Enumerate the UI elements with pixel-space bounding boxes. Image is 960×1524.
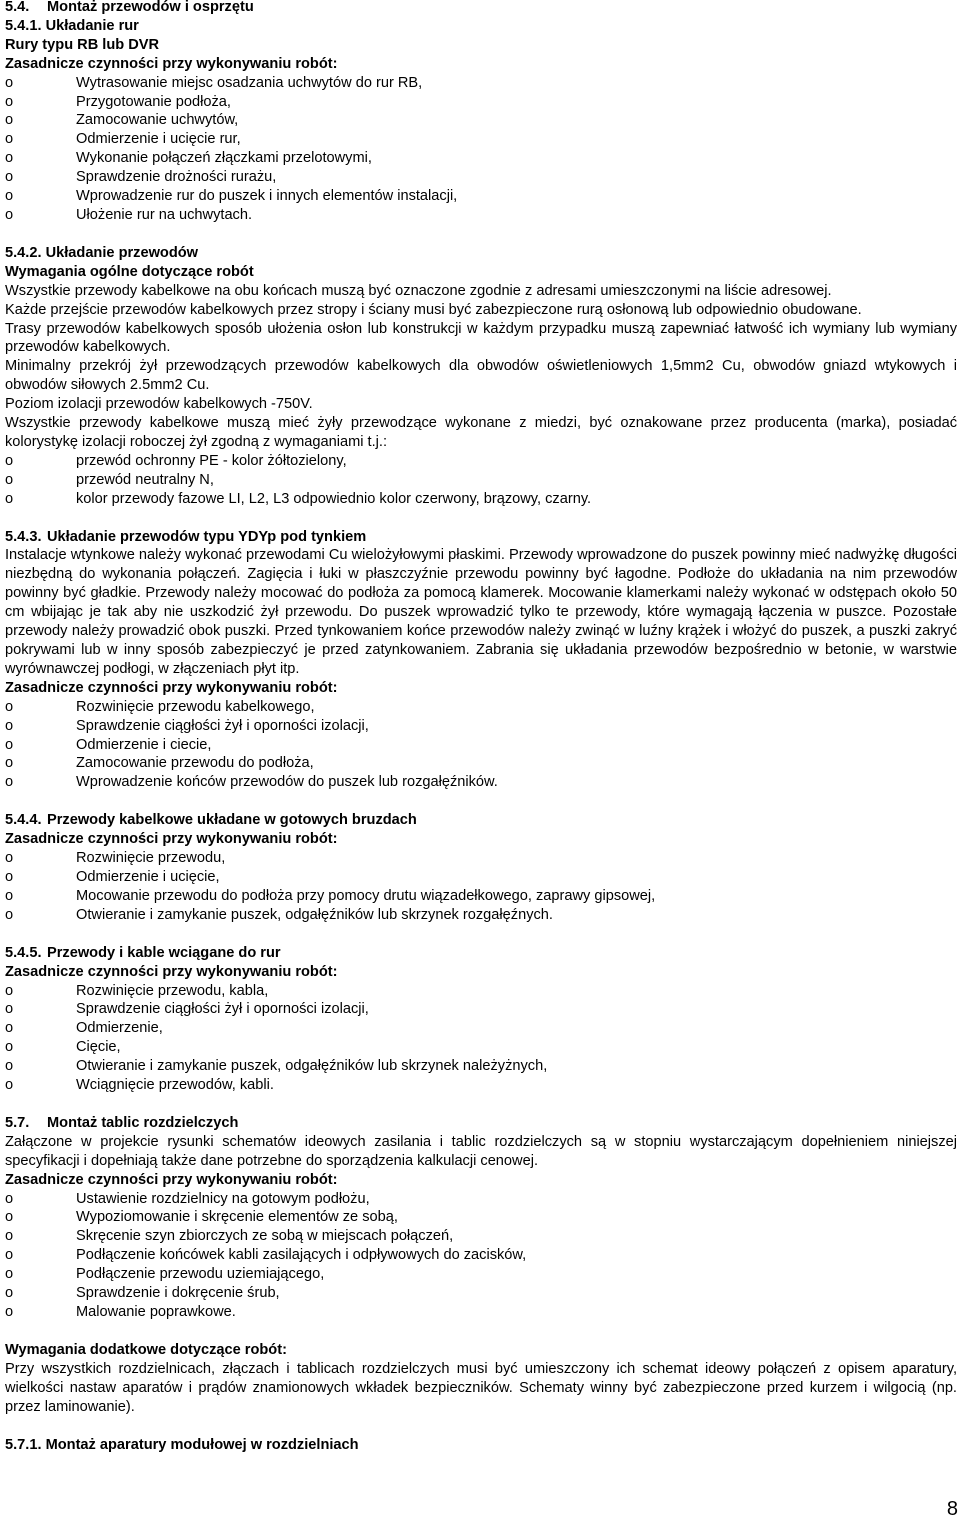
- heading-5-7-1: 5.7.1. Montaż aparatury modułowej w rozdzielniach: [5, 1436, 359, 1453]
- list-item: [5, 849, 957, 868]
- paragraph-542-4: Minimalny przekrój żył przewodzących przewodów kabelkowych dla obwodów oświetleniowych 1,5mm2 Cu, obwodów gniazd wtykowych i obwodów siłowych 2.5mm2 Cu.: [5, 358, 957, 394]
- bullet-marker: o: [5, 150, 14, 167]
- list-item: [5, 1038, 957, 1057]
- paragraph-542-6: Wszystkie przewody kabelkowe muszą mieć żyły przewodzące wykonane z miedzi, być oznakowane przez producenta (marka), posiadać kolorystykę izolacji roboczej żył zgodną z wymaganiami t.j.:: [5, 415, 957, 450]
- heading-5-4-5: 5.4.5. Przewody i kable wciągane do rur: [5, 944, 281, 961]
- bullet-marker: o: [5, 169, 14, 186]
- list-item-text: Sprawdzenie i dokręcenie śrub,: [76, 1285, 280, 1302]
- bullet-marker: o: [5, 1020, 14, 1037]
- list-item-text: Rozwinięcie przewodu, kabla,: [76, 982, 269, 999]
- paragraph-543: Instalacje wtynkowe należy wykonać przewodami Cu wielożyłowymi płaskimi. Przewody wprowadzone do puszek powinny mieć nadwyżkę długości niezbędną do wykonania połączeń. Zagięcia i łuki w płaszczyźnie przewodu powinny być łagodne. Podłoże do układania na nim przewodów powinny być gładkie. Przewody należy mocować do podłoża za pomocą klamerek. Mocowanie klamerkami należy wykonać w odstępach około 50 cm wbijając je tak aby nie uszkodzić żył przewodu. Do puszek wprowadzić tylko te przewody, które wymagają łączenia w puszce. Pozostałe przewody należy prowadzić obok puszki. Przed tynkowaniem końce przewodów należy zwinąć w luźny krążek i włożyć do puszek, a puszki zakryć pokrywami lub w inny sposób zabezpieczyć je przed zatynkowaniem. Zabrania się układania przewodów bezpośrednio w betonie, w warstwie wyrównawczej podłogi, w złączeniach płyt itp.: [5, 547, 957, 677]
- list-item-text: Wykonanie połączeń złączkami przelotowymi,: [76, 150, 372, 167]
- bullet-marker: o: [5, 1247, 14, 1264]
- bullet-marker: o: [5, 1304, 14, 1320]
- subheading-zasadnicze-3: Zasadnicze czynności przy wykonywaniu robót:: [5, 831, 338, 848]
- list-bruzdy: [5, 849, 957, 925]
- list-item: [5, 471, 957, 490]
- list-item-text: Odmierzenie,: [76, 1020, 163, 1037]
- list-item-text: Przygotowanie podłoża,: [76, 93, 231, 110]
- list-item-text: Otwieranie i zamykanie puszek, odgałęźników lub skrzynek rozgałęźnych.: [76, 906, 553, 923]
- paragraph-dodatkowe: Przy wszystkich rozdzielnicach, złączach i tablicach rozdzielczych musi być umieszczony ich schemat ideowy połączeń z opisem aparatury, wielkości nastaw aparatów i prądów znamionowych wkładek bezpieczników. Schematy winny być zabezpieczone przed kurzem i wilgocią (np. przez laminowanie).: [5, 1360, 957, 1415]
- list-item-text: Sprawdzenie ciągłości żył i oporności izolacji,: [76, 717, 369, 734]
- list-item-text: Otwieranie i zamykanie puszek, odgałęźników lub skrzynek należyżnych,: [76, 1058, 548, 1075]
- paragraph-542-5: Poziom izolacji przewodów kabelkowych -750V.: [5, 396, 313, 413]
- list-wciagane: [5, 982, 957, 1095]
- list-item-text: Malowanie poprawkowe.: [76, 1304, 236, 1320]
- list-item-text: Rozwinięcie przewodu,: [76, 850, 226, 867]
- bullet-marker: o: [5, 1039, 14, 1056]
- bullet-marker: o: [5, 1209, 14, 1226]
- list-ydyp: [5, 698, 957, 793]
- list-item: [5, 982, 957, 1001]
- list-tablice: [5, 1190, 957, 1322]
- list-item: [5, 452, 957, 471]
- document-body: [5, 0, 957, 1454]
- bullet-marker: o: [5, 112, 14, 129]
- list-item: [5, 1246, 957, 1265]
- list-kolory-przewodow: [5, 452, 957, 509]
- list-item: [5, 887, 957, 906]
- bullet-marker: o: [5, 887, 14, 904]
- heading-5-4-3: 5.4.3. Układanie przewodów typu YDYp pod tynkiem: [5, 528, 367, 545]
- list-item-text: Zamocowanie przewodu do podłoża,: [76, 755, 314, 772]
- subheading-wymagania-dodatkowe: Wymagania dodatkowe dotyczące robót:: [5, 1341, 287, 1358]
- page-number: 8: [946, 1498, 958, 1520]
- list-item: [5, 868, 957, 887]
- bullet-marker: o: [5, 1285, 14, 1302]
- bullet-marker: o: [5, 1077, 14, 1094]
- bullet-marker: o: [5, 452, 14, 469]
- list-item: [5, 717, 957, 736]
- list-item-text: Sprawdzenie drożności rurażu,: [76, 169, 277, 186]
- paragraph-542-3: Trasy przewodów kabelkowych sposób ułożenia osłon lub konstrukcji w każdym przypadku muszą zapewniać łatwość ich wymiany lub wymiany przewodów kabelkowych.: [5, 320, 957, 356]
- bullet-marker: o: [5, 131, 14, 148]
- bullet-marker: o: [5, 188, 14, 205]
- list-item: [5, 1076, 957, 1095]
- list-item: [5, 1190, 957, 1209]
- list-ukladanie-rur: [5, 74, 957, 225]
- subheading-zasadnicze-5: Zasadnicze czynności przy wykonywaniu robót:: [5, 1171, 338, 1188]
- bullet-marker: o: [5, 471, 14, 488]
- list-item-text: Wypoziomowanie i skręcenie elementów ze sobą,: [76, 1209, 398, 1226]
- list-item-text: Odmierzenie i ciecie,: [76, 736, 212, 753]
- list-item-text: Odmierzenie i ucięcie rur,: [76, 131, 241, 148]
- bullet-marker: o: [5, 1058, 14, 1075]
- list-item-text: przewód ochronny PE - kolor żółtozielony,: [76, 452, 347, 469]
- list-item: [5, 187, 957, 206]
- list-item: [5, 1057, 957, 1076]
- subheading-wymagania-ogolne: Wymagania ogólne dotyczące robót: [5, 263, 254, 280]
- list-item-text: Wciągnięcie przewodów, kabli.: [76, 1077, 274, 1094]
- list-item: [5, 74, 957, 93]
- heading-5-4-1: 5.4.1. Układanie rur: [5, 17, 139, 34]
- list-item: [5, 130, 957, 149]
- bullet-marker: o: [5, 1001, 14, 1018]
- list-item-text: Podłączenie końcówek kabli zasilających i odpływowych do zacisków,: [76, 1247, 527, 1264]
- bullet-marker: o: [5, 868, 14, 885]
- bullet-marker: o: [5, 1190, 14, 1207]
- list-item: [5, 1227, 957, 1246]
- heading-5-4: 5.4. Montaż przewodów i osprzętu: [5, 0, 254, 15]
- list-item: [5, 111, 957, 130]
- bullet-marker: o: [5, 206, 14, 223]
- bullet-marker: o: [5, 698, 14, 715]
- list-item: [5, 773, 957, 792]
- list-item-text: Odmierzenie i ucięcie,: [76, 868, 220, 885]
- bullet-marker: o: [5, 1228, 14, 1245]
- list-item: [5, 1208, 957, 1227]
- list-item-text: Rozwinięcie przewodu kabelkowego,: [76, 698, 315, 715]
- bullet-marker: o: [5, 850, 14, 867]
- list-item: [5, 1019, 957, 1038]
- list-item: [5, 736, 957, 755]
- list-item: [5, 754, 957, 773]
- list-item-text: Wprowadzenie rur do puszek i innych elementów instalacji,: [76, 188, 458, 205]
- bullet-marker: o: [5, 1266, 14, 1283]
- list-item-text: Zamocowanie uchwytów,: [76, 112, 239, 129]
- paragraph-542-2: Każde przejście przewodów kabelkowych przez stropy i ściany musi być zabezpieczone rurą osłonową lub odpowiednio obudowane.: [5, 301, 862, 318]
- list-item: [5, 1000, 957, 1019]
- list-item: [5, 906, 957, 925]
- subheading-zasadnicze-1: Zasadnicze czynności przy wykonywaniu robót:: [5, 55, 338, 72]
- list-item-text: Sprawdzenie ciągłości żył i oporności izolacji,: [76, 1001, 369, 1018]
- bullet-marker: o: [5, 736, 14, 753]
- bullet-marker: o: [5, 982, 14, 999]
- list-item: [5, 1303, 957, 1322]
- paragraph-57: Załączone w projekcie rysunki schematów ideowych zasilania i tablic rozdzielczych są w stopniu wystarczającym dopełnieniem niniejszej specyfikacji i dopełniają także dane potrzebne do sporządzenia kalkulacji cenowej.: [5, 1133, 957, 1169]
- list-item: [5, 206, 957, 225]
- list-item: [5, 490, 957, 509]
- list-item-text: Ułożenie rur na uchwytach.: [76, 206, 253, 223]
- list-item-text: kolor przewody fazowe LI, L2, L3 odpowiednio kolor czerwony, brązowy, czarny.: [76, 490, 592, 507]
- subheading-zasadnicze-2: Zasadnicze czynności przy wykonywaniu robót:: [5, 679, 338, 696]
- list-item: [5, 1265, 957, 1284]
- heading-5-7: 5.7. Montaż tablic rozdzielczych: [5, 1114, 239, 1131]
- subheading-zasadnicze-4: Zasadnicze czynności przy wykonywaniu robót:: [5, 963, 338, 980]
- bullet-marker: o: [5, 774, 14, 791]
- heading-5-4-2: 5.4.2. Układanie przewodów: [5, 244, 199, 261]
- list-item: [5, 1284, 957, 1303]
- paragraph-542-1: Wszystkie przewody kabelkowe na obu końcach muszą być oznaczone zgodnie z adresami umieszczonymi na liście adresowej.: [5, 282, 832, 299]
- list-item-text: przewód neutralny N,: [76, 471, 214, 488]
- bullet-marker: o: [5, 906, 14, 923]
- list-item-text: Skręcenie szyn zbiorczych ze sobą w miejscach połączeń,: [76, 1228, 454, 1245]
- bullet-marker: o: [5, 755, 14, 772]
- bullet-marker: o: [5, 74, 14, 91]
- bullet-marker: o: [5, 490, 14, 507]
- bullet-marker: o: [5, 717, 14, 734]
- list-item: [5, 698, 957, 717]
- list-item-text: Wytrasowanie miejsc osadzania uchwytów do rur RB,: [76, 74, 423, 91]
- list-item-text: Ustawienie rozdzielnicy na gotowym podłożu,: [76, 1190, 370, 1207]
- list-item: [5, 149, 957, 168]
- list-item-text: Wprowadzenie końców przewodów do puszek lub rozgałęźników.: [76, 774, 498, 791]
- list-item-text: Podłączenie przewodu uziemiającego,: [76, 1266, 325, 1283]
- bullet-marker: o: [5, 93, 14, 110]
- subheading-rury-rb: Rury typu RB lub DVR: [5, 36, 160, 53]
- list-item-text: Cięcie,: [76, 1039, 121, 1056]
- list-item: [5, 168, 957, 187]
- list-item-text: Mocowanie przewodu do podłoża przy pomocy drutu wiązadełkowego, zaprawy gipsowej,: [76, 887, 656, 904]
- heading-5-4-4: 5.4.4. Przewody kabelkowe układane w gotowych bruzdach: [5, 812, 417, 829]
- list-item: [5, 93, 957, 112]
